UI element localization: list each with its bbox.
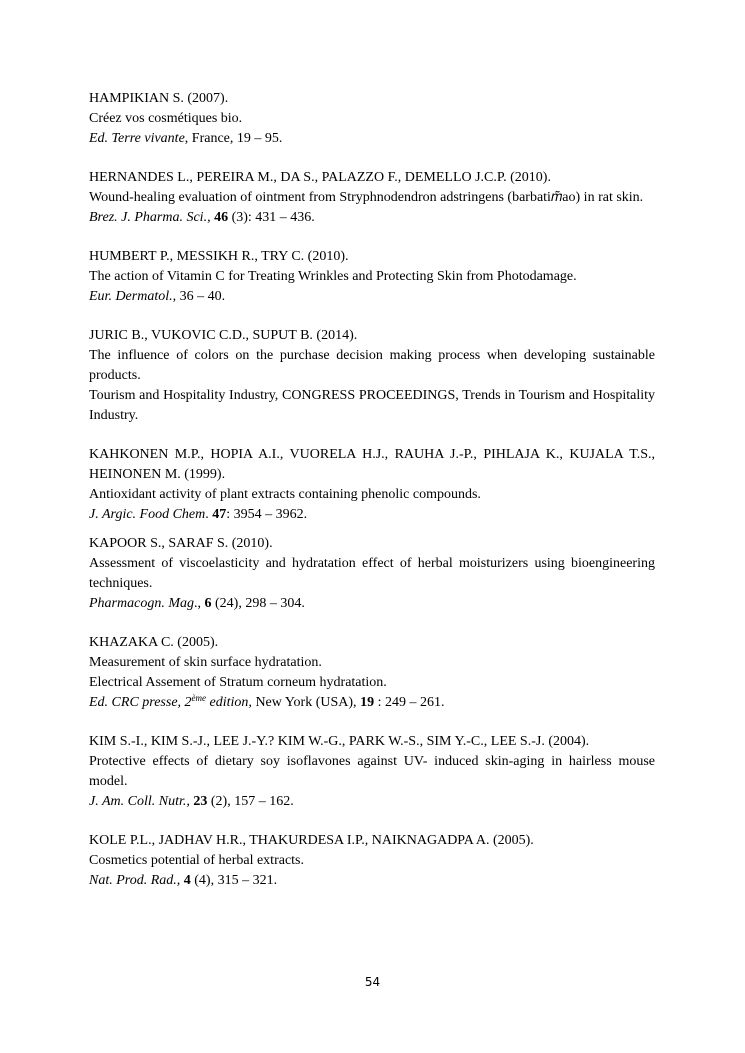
- reference-list: [89, 89, 655, 891]
- reference-subtitle: Electrical Assement of Stratum corneum hydratation.: [89, 675, 387, 690]
- reference-title: The action of Vitamin C for Treating Wrinkles and Protecting Skin from Photodamage.: [89, 269, 577, 284]
- reference-authors: KIM S.-I., KIM S.-J., LEE J.-Y.? KIM W.-G., PARK W.-S., SIM Y.-C., LEE S.-J. (2004).: [89, 734, 590, 749]
- reference-source: Pharmacogn. Mag., 6 (24), 298 – 304.: [89, 596, 305, 611]
- reference-authors: KOLE P.L., JADHAV H.R., THAKURDESA I.P., NAIKNAGADPA A. (2005).: [89, 833, 534, 848]
- reference-title: Measurement of skin surface hydratation.: [89, 655, 322, 670]
- reference-source: Tourism and Hospitality Industry, CONGRESS PROCEEDINGS, Trends in Tourism and Hospitality Industry.: [89, 388, 655, 423]
- reference-entry: [89, 247, 655, 307]
- reference-source: Brez. J. Pharma. Sci., 46 (3): 431 – 436.: [89, 210, 315, 225]
- reference-authors: JURIC B., VUKOVIC C.D., SUPUT B. (2014).: [89, 328, 358, 343]
- reference-entry: [89, 633, 655, 713]
- reference-entry: [89, 89, 655, 149]
- reference-title: Assessment of viscoelasticity and hydratation effect of herbal moisturizers using bioengineering techniques.: [89, 556, 655, 591]
- reference-title: Protective effects of dietary soy isoflavones against UV- induced skin-aging in hairless mouse model.: [89, 754, 655, 789]
- reference-source: Nat. Prod. Rad., 4 (4), 315 – 321.: [89, 873, 278, 888]
- reference-authors: KAHKONEN M.P., HOPIA A.I., VUORELA H.J., RAUHA J.-P., PIHLAJA K., KUJALA T.S., HEINONEN M. (1999).: [89, 447, 655, 482]
- reference-title: The influence of colors on the purchase decision making process when developing sustainable products.: [89, 348, 655, 383]
- reference-authors: HERNANDES L., PEREIRA M., DA S., PALAZZO F., DEMELLO J.C.P. (2010).: [89, 170, 551, 185]
- reference-title: Antioxidant activity of plant extracts containing phenolic compounds.: [89, 487, 481, 502]
- reference-authors: HUMBERT P., MESSIKH R., TRY C. (2010).: [89, 249, 349, 264]
- reference-entry: [89, 326, 655, 426]
- reference-entry: [89, 732, 655, 812]
- reference-entry: [89, 168, 655, 228]
- reference-entry: [89, 445, 655, 525]
- reference-source: Ed. Terre vivante, France, 19 – 95.: [89, 131, 283, 146]
- reference-source: J. Am. Coll. Nutr., 23 (2), 157 – 162.: [89, 794, 294, 809]
- reference-entry: [89, 831, 655, 891]
- reference-title: Cosmetics potential of herbal extracts.: [89, 853, 304, 868]
- reference-authors: HAMPIKIAN S. (2007).: [89, 91, 229, 106]
- reference-authors: KAPOOR S., SARAF S. (2010).: [89, 536, 273, 551]
- reference-source: J. Argic. Food Chem. 47: 3954 – 3962.: [89, 507, 308, 522]
- reference-title: Wound-healing evaluation of ointment from Stryphnodendron adstringens (barbati𝑚̃ao) in rat skin.: [89, 190, 644, 205]
- reference-source: Eur. Dermatol., 36 – 40.: [89, 289, 226, 304]
- reference-title: Créez vos cosmétiques bio.: [89, 111, 243, 126]
- reference-source: Ed. CRC presse, 2ème edition, New York (USA), 19 : 249 – 261.: [89, 693, 445, 710]
- reference-entry: [89, 534, 655, 614]
- page-number: 54: [364, 975, 381, 989]
- reference-authors: KHAZAKA C. (2005).: [89, 635, 219, 650]
